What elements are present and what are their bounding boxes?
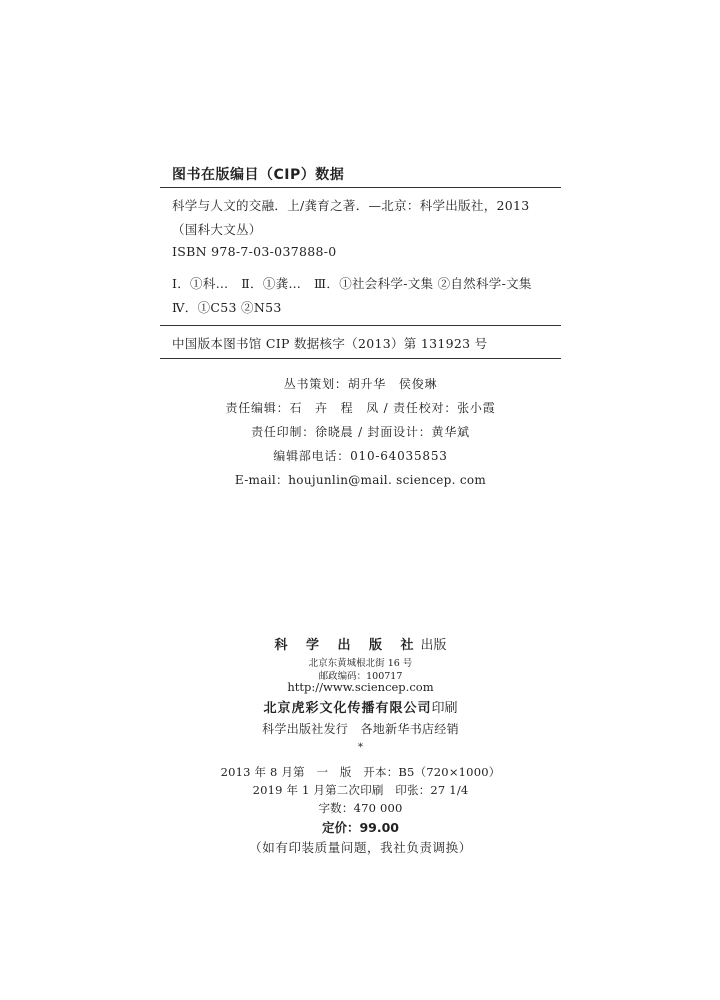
printer-suffix: 印刷: [431, 701, 458, 716]
printing-and-cover-design: 责任印制：徐晓晨 / 封面设计：黄华斌: [251, 425, 470, 439]
publisher-address: 北京东黄城根北街 16 号: [308, 658, 413, 669]
edition-info: 2013 年 8 月第 一 版 开本：B5（720×1000）: [220, 765, 501, 779]
responsible-editors: 责任编辑：石 卉 程 凤 / 责任校对：张小霞: [225, 401, 496, 415]
cip-library-record: 中国版本图书馆 CIP 数据核字（2013）第 131923 号: [172, 336, 488, 351]
cip-classification-codes: Ⅳ．①C53 ②N53: [172, 300, 282, 315]
editorial-phone: 编辑部电话：010-64035853: [273, 449, 448, 463]
publisher-postcode: 邮政编码：100717: [318, 671, 403, 682]
printer-name: 北京虎彩文化传播有限公司: [263, 701, 432, 716]
word-count: 字数：470 000: [318, 801, 403, 815]
cip-top-rule: [160, 187, 561, 188]
price: 定价：99.00: [321, 820, 400, 835]
editorial-email: E-mail：houjunlin@mail. sciencep. com: [234, 473, 487, 487]
cip-title: 图书在版编目（CIP）数据: [172, 167, 345, 183]
distribution-info: 科学出版社发行 各地新华书店经销: [262, 722, 459, 736]
printer-line: [160, 697, 561, 716]
publisher-suffix: 出版: [420, 638, 447, 653]
publisher-line: [160, 634, 561, 653]
cip-isbn: ISBN 978-7-03-037888-0: [172, 244, 337, 259]
publisher-url: http://www.sciencep.com: [287, 680, 434, 694]
cip-series-line: （国科大文丛）: [172, 222, 262, 237]
publisher-name: 科 学 出 版 社: [274, 638, 421, 653]
quality-notice: （如有印装质量问题，我社负责调换）: [249, 840, 472, 855]
cip-bottom-rule: [160, 358, 561, 359]
separator-asterisk: *: [358, 742, 363, 753]
reprint-info: 2019 年 1 月第二次印刷 印张：27 1/4: [252, 783, 469, 797]
cip-middle-rule: [160, 325, 561, 326]
cip-classification-line: Ⅰ．①科… Ⅱ．①龚… Ⅲ．①社会科学-文集 ②自然科学-文集: [172, 276, 532, 291]
cip-bibliographic-line: 科学与人文的交融．上/龚育之著．—北京：科学出版社，2013: [172, 198, 530, 213]
series-planner: 丛书策划：胡升华 侯俊琳: [283, 377, 438, 391]
